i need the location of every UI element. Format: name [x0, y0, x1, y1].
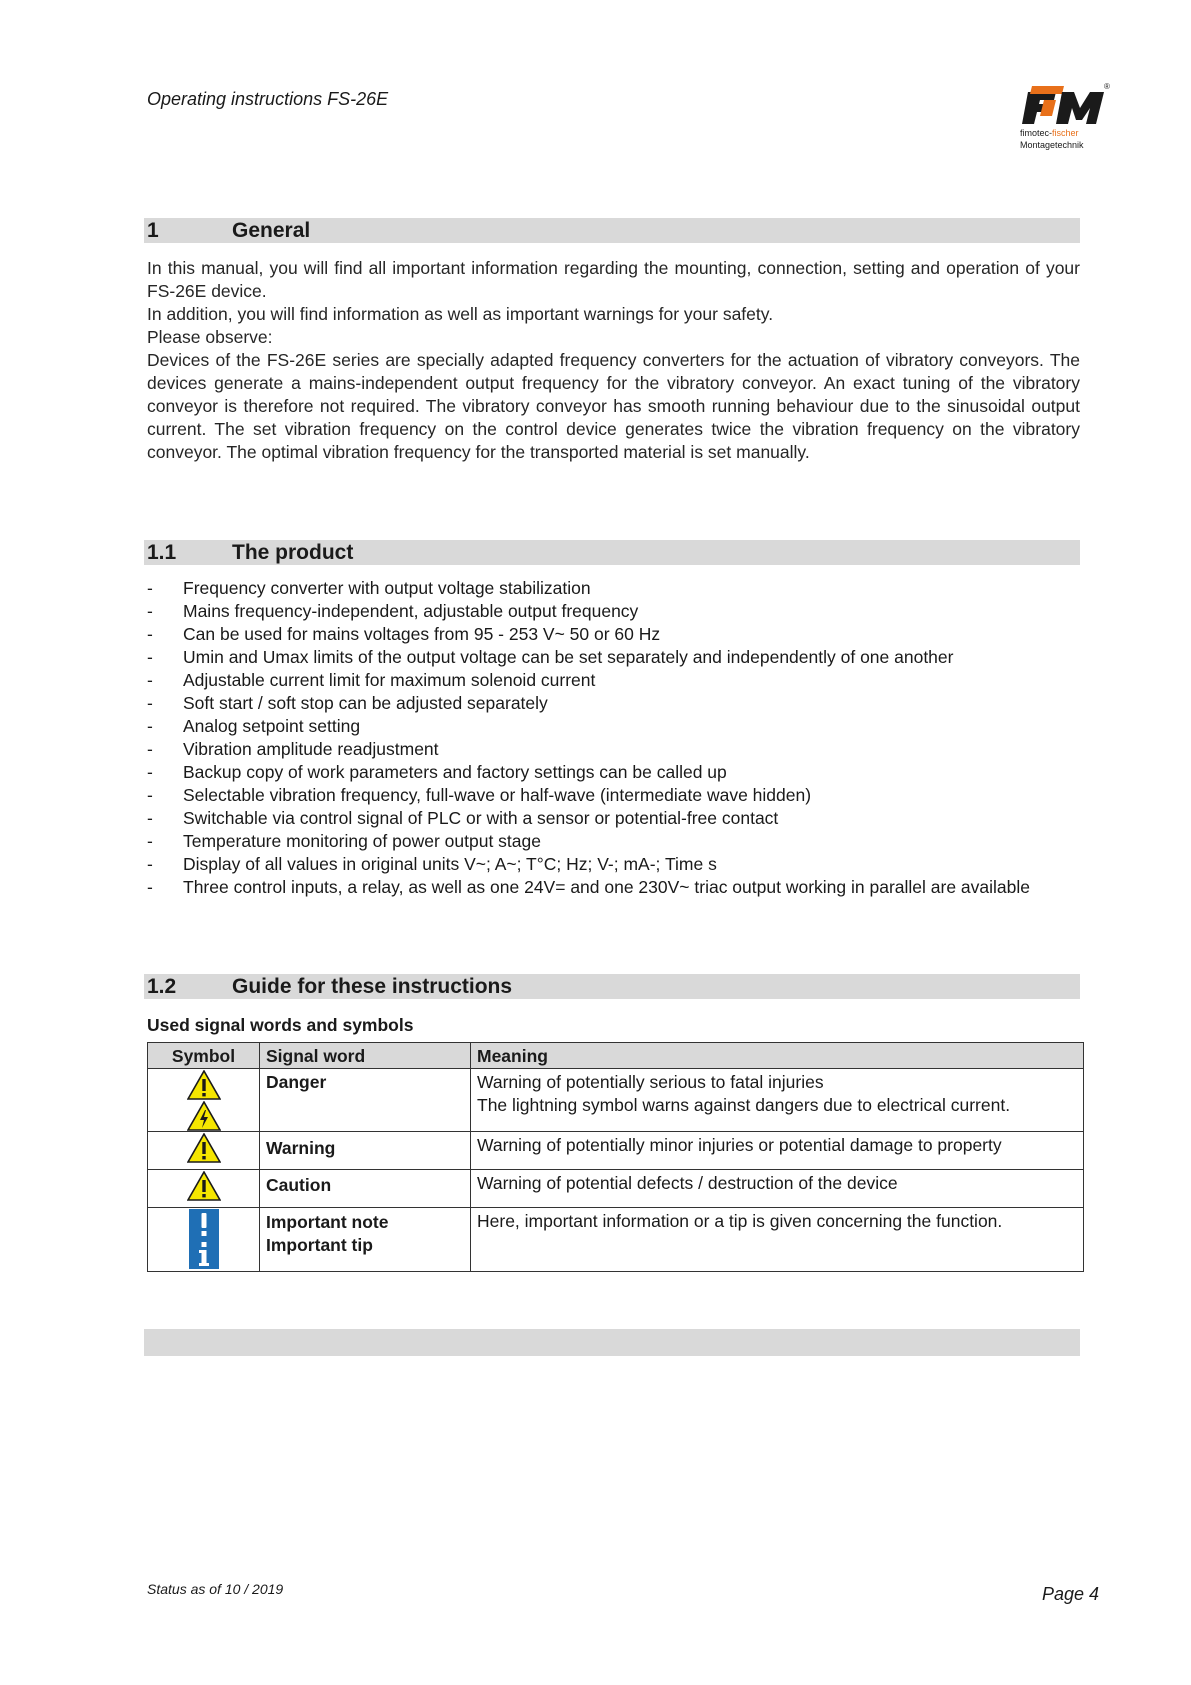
- list-item: - Backup copy of work parameters and factory settings can be called up: [147, 762, 727, 782]
- meaning-cell: Warning of potentially serious to fatal injuries The lightning symbol warns against dangers due to electrical current.: [471, 1069, 1084, 1132]
- section-heading-the-product: [144, 540, 1080, 565]
- signal-word-cell: Danger: [260, 1069, 471, 1132]
- list-item: - Selectable vibration frequency, full-wave or half-wave (intermediate wave hidden): [147, 785, 812, 805]
- table-row: [148, 1069, 1084, 1132]
- section-number: 1: [147, 219, 159, 242]
- footer-status: Status as of 10 / 2019: [147, 1581, 284, 1597]
- column-header-symbol: Symbol: [148, 1043, 260, 1069]
- document-header-title: Operating instructions FS-26E: [147, 89, 389, 109]
- section-heading-guide: [144, 974, 1080, 999]
- table-header-row: [148, 1043, 1084, 1069]
- warning-triangle-icon: [187, 1070, 221, 1100]
- list-item: - Vibration amplitude readjustment: [147, 739, 439, 759]
- list-item: - Umin and Umax limits of the output voltage can be set separately and independently of one another: [147, 647, 954, 667]
- registered-mark: ®: [1104, 82, 1110, 91]
- list-item: - Temperature monitoring of power output stage: [147, 831, 541, 851]
- symbol-cell: [148, 1208, 260, 1272]
- symbol-cell: [148, 1170, 260, 1208]
- logo-text-line1: fimotec-fischer: [1020, 128, 1079, 138]
- company-logo: [1018, 84, 1114, 156]
- signal-word-cell: Warning: [260, 1132, 471, 1170]
- signal-word-cell: Important note Important tip: [260, 1208, 471, 1272]
- list-item: - Analog setpoint setting: [147, 716, 361, 736]
- table-row: [148, 1132, 1084, 1170]
- empty-section-bar: [144, 1329, 1080, 1356]
- table-row: [148, 1170, 1084, 1208]
- list-item: - Adjustable current limit for maximum solenoid current: [147, 670, 596, 690]
- list-item: - Mains frequency-independent, adjustable output frequency: [147, 601, 639, 621]
- section-title: General: [232, 219, 311, 242]
- list-item: - Display of all values in original units V~; A~; T°C; Hz; V-; mA-; Time s: [147, 854, 717, 874]
- paragraph: Devices of the FS-26E series are specially adapted frequency converters for the actuation of vibratory conveyors. The devices generate a mains-independent output frequency for the vibratory conveyor. An exact tuning of the vibratory conveyor is therefore not required. The vibratory conveyor has smooth running behaviour due to the sinusoidal output current. The set vibration frequency on the control device generates twice the vibration frequency on the vibratory conveyor. The optimal vibration frequency for the transported material is set manually.: [147, 350, 1080, 462]
- page-number: Page 4: [1042, 1584, 1100, 1604]
- list-item: - Soft start / soft stop can be adjusted separately: [147, 693, 548, 713]
- lightning-triangle-icon: [187, 1101, 221, 1131]
- warning-triangle-icon: [187, 1133, 221, 1163]
- section-number: 1.1: [147, 541, 177, 564]
- info-icon: [189, 1239, 219, 1269]
- paragraph: Please observe:: [147, 327, 273, 347]
- table-row: [148, 1208, 1084, 1272]
- section-heading-general: [144, 218, 1080, 243]
- meaning-cell: Here, important information or a tip is given concerning the function.: [471, 1208, 1084, 1272]
- signal-word-cell: Caution: [260, 1170, 471, 1208]
- column-header-meaning: Meaning: [471, 1043, 1084, 1069]
- symbol-cell: [148, 1132, 260, 1170]
- warning-triangle-icon: [187, 1171, 221, 1201]
- paragraph: In this manual, you will find all important information regarding the mounting, connection, setting and operation of your FS-26E device.: [147, 258, 1080, 301]
- list-item: - Three control inputs, a relay, as well as one 24V= and one 230V~ triac output working in parallel are available: [147, 877, 1030, 897]
- paragraph: In addition, you will find information as well as important warnings for your safety.: [147, 304, 774, 324]
- meaning-cell: Warning of potential defects / destruction of the device: [471, 1170, 1084, 1208]
- section-number: 1.2: [147, 975, 177, 998]
- product-feature-list: [147, 577, 1080, 899]
- logo-mark-icon: [1022, 86, 1106, 126]
- meaning-cell: Warning of potentially minor injuries or potential damage to property: [471, 1132, 1084, 1170]
- section-title: Guide for these instructions: [232, 975, 513, 998]
- signal-words-table: [147, 1042, 1084, 1272]
- logo-text-line2: Montagetechnik: [1020, 140, 1084, 150]
- symbol-cell: [148, 1069, 260, 1132]
- general-text: [147, 257, 1080, 464]
- list-item: - Switchable via control signal of PLC or with a sensor or potential-free contact: [147, 808, 779, 828]
- exclamation-icon: [189, 1209, 219, 1239]
- table-caption: Used signal words and symbols: [147, 1015, 414, 1035]
- column-header-signal-word: Signal word: [260, 1043, 471, 1069]
- list-item: - Frequency converter with output voltage stabilization: [147, 578, 591, 598]
- section-title: The product: [232, 541, 354, 564]
- list-item: - Can be used for mains voltages from 95 - 253 V~ 50 or 60 Hz: [147, 624, 661, 644]
